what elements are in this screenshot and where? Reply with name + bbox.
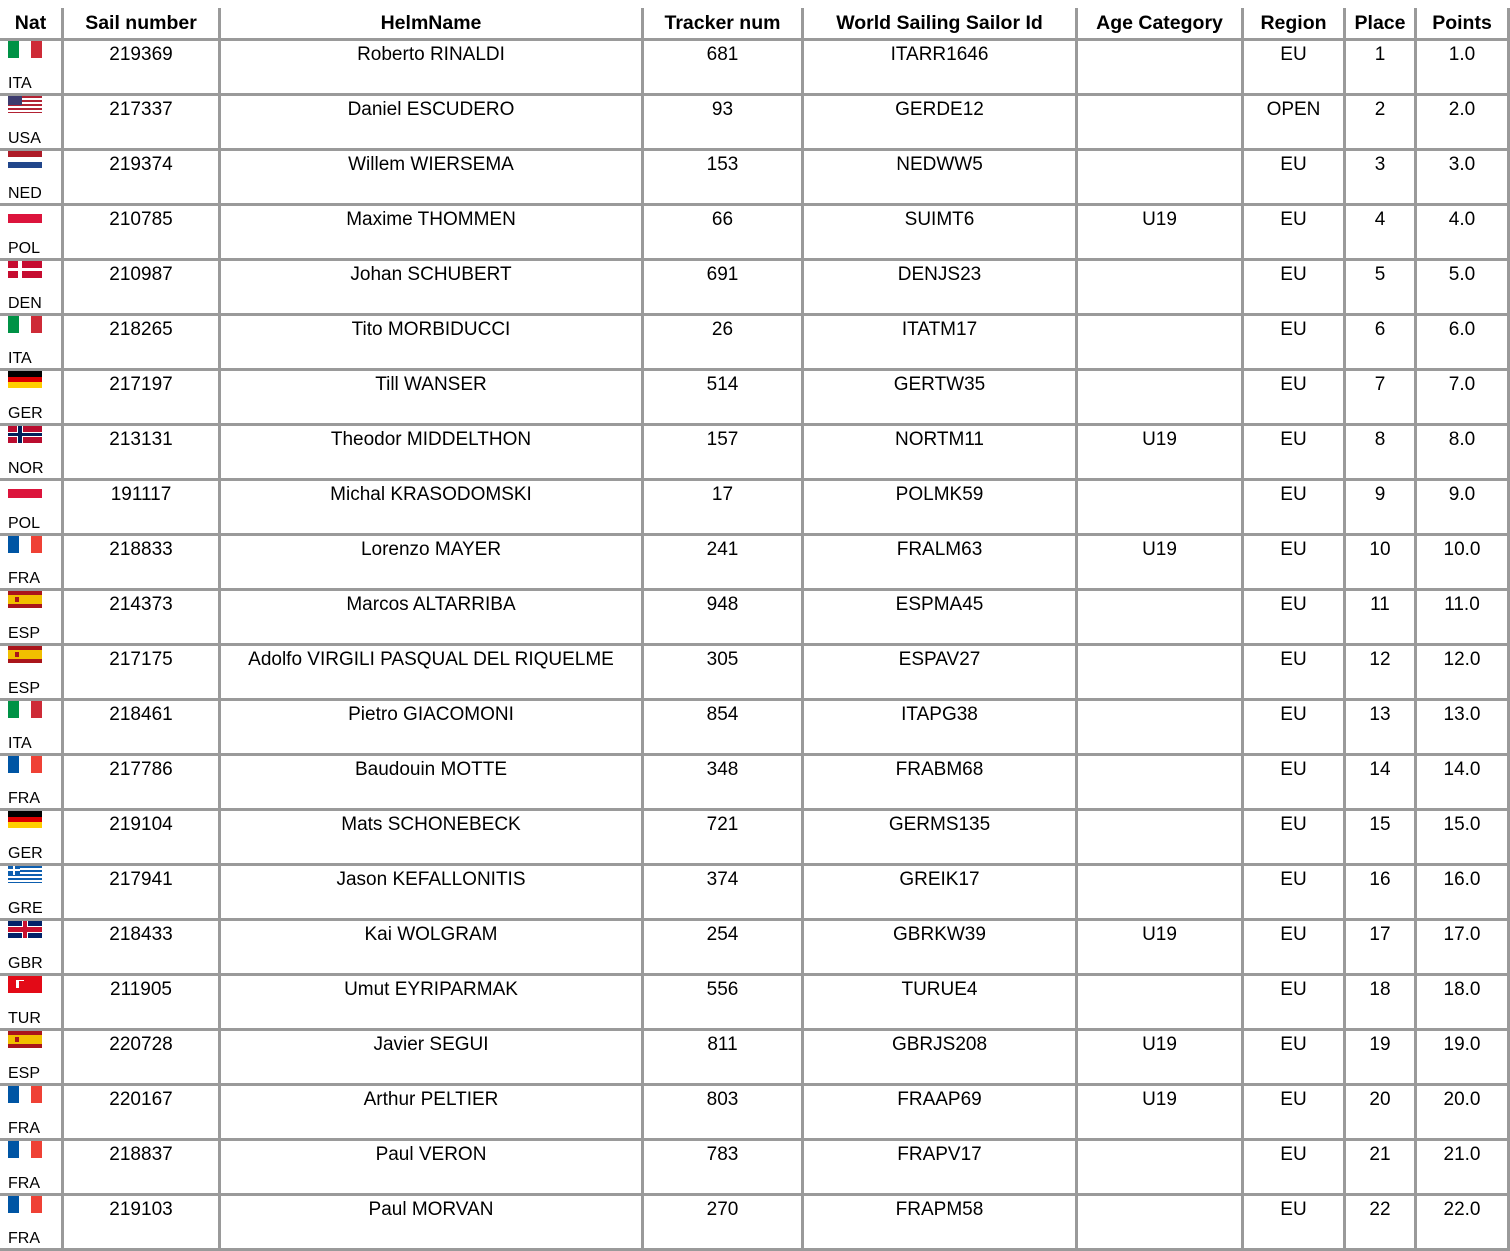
norway-flag-icon <box>8 426 42 443</box>
sail-number-cell: 218833 <box>64 536 221 591</box>
nat-cell <box>0 866 64 921</box>
points-cell: 21.0 <box>1417 1141 1510 1196</box>
age-category-cell: U19 <box>1078 1031 1244 1086</box>
place-cell: 14 <box>1346 756 1417 811</box>
place-cell: 18 <box>1346 976 1417 1031</box>
tracker-num-cell: 270 <box>644 1196 804 1251</box>
sail-number-cell: 210987 <box>64 261 221 316</box>
france-flag-icon <box>8 756 42 773</box>
nat-cell <box>0 811 64 866</box>
sailor-id-cell: TURUE4 <box>804 976 1078 1031</box>
nat-code: FRA <box>8 1230 40 1247</box>
place-cell: 3 <box>1346 151 1417 206</box>
table-row <box>0 976 1510 1031</box>
nat-code: FRA <box>8 790 40 807</box>
france-flag-icon <box>8 1086 42 1103</box>
place-cell: 17 <box>1346 921 1417 976</box>
region-cell: EU <box>1244 1086 1346 1141</box>
place-cell: 12 <box>1346 646 1417 701</box>
place-cell: 2 <box>1346 96 1417 151</box>
sailor-id-cell: POLMK59 <box>804 481 1078 536</box>
sailor-id-cell: ITAPG38 <box>804 701 1078 756</box>
nat-cell <box>0 426 64 481</box>
header-age-category[interactable]: Age Category <box>1078 8 1244 41</box>
sailor-id-cell: FRAAP69 <box>804 1086 1078 1141</box>
points-cell: 18.0 <box>1417 976 1510 1031</box>
sailor-id-cell: GERMS135 <box>804 811 1078 866</box>
italy-flag-icon <box>8 41 42 58</box>
points-cell: 13.0 <box>1417 701 1510 756</box>
age-category-cell <box>1078 151 1244 206</box>
nat-code: GRE <box>8 900 43 917</box>
sailor-id-cell: SUIMT6 <box>804 206 1078 261</box>
age-category-cell: U19 <box>1078 426 1244 481</box>
sailor-id-cell: FRAPV17 <box>804 1141 1078 1196</box>
region-cell: EU <box>1244 536 1346 591</box>
place-cell: 19 <box>1346 1031 1417 1086</box>
helm-name-cell: Adolfo VIRGILI PASQUAL DEL RIQUELME <box>221 646 644 701</box>
place-cell: 21 <box>1346 1141 1417 1196</box>
nat-code: USA <box>8 130 41 147</box>
header-nat[interactable]: Nat <box>0 8 64 41</box>
sail-number-cell: 219103 <box>64 1196 221 1251</box>
nat-code: POL <box>8 515 41 532</box>
nat-code: ITA <box>8 350 32 367</box>
tracker-num-cell: 803 <box>644 1086 804 1141</box>
header-sail-number[interactable]: Sail number <box>64 8 221 41</box>
nat-code: ESP <box>8 625 41 642</box>
points-cell: 1.0 <box>1417 41 1510 96</box>
helm-name-cell: Umut EYRIPARMAK <box>221 976 644 1031</box>
region-cell: EU <box>1244 921 1346 976</box>
sailor-id-cell: FRABM68 <box>804 756 1078 811</box>
helm-name-cell: Paul MORVAN <box>221 1196 644 1251</box>
tracker-num-cell: 374 <box>644 866 804 921</box>
tracker-num-cell: 241 <box>644 536 804 591</box>
sail-number-cell: 213131 <box>64 426 221 481</box>
points-cell: 19.0 <box>1417 1031 1510 1086</box>
sail-number-cell: 219374 <box>64 151 221 206</box>
points-cell: 5.0 <box>1417 261 1510 316</box>
age-category-cell <box>1078 1141 1244 1196</box>
age-category-cell <box>1078 976 1244 1031</box>
france-flag-icon <box>8 536 42 553</box>
nat-code: TUR <box>8 1010 41 1027</box>
sail-number-cell: 217786 <box>64 756 221 811</box>
points-cell: 8.0 <box>1417 426 1510 481</box>
sail-number-cell: 217337 <box>64 96 221 151</box>
nat-cell <box>0 151 64 206</box>
place-cell: 11 <box>1346 591 1417 646</box>
header-world-sailing-id[interactable]: World Sailing Sailor Id <box>804 8 1078 41</box>
table-row <box>0 426 1510 481</box>
nat-code: FRA <box>8 1175 40 1192</box>
sailor-id-cell: ITARR1646 <box>804 41 1078 96</box>
header-tracker-num[interactable]: Tracker num <box>644 8 804 41</box>
points-cell: 9.0 <box>1417 481 1510 536</box>
helm-name-cell: Till WANSER <box>221 371 644 426</box>
helm-name-cell: Lorenzo MAYER <box>221 536 644 591</box>
tracker-num-cell: 854 <box>644 701 804 756</box>
table-row <box>0 701 1510 756</box>
nat-cell <box>0 1031 64 1086</box>
region-cell: EU <box>1244 811 1346 866</box>
nat-cell <box>0 1086 64 1141</box>
sail-number-cell: 211905 <box>64 976 221 1031</box>
nat-cell <box>0 371 64 426</box>
tracker-num-cell: 66 <box>644 206 804 261</box>
place-cell: 15 <box>1346 811 1417 866</box>
nat-code: POL <box>8 240 41 257</box>
region-cell: EU <box>1244 316 1346 371</box>
points-cell: 20.0 <box>1417 1086 1510 1141</box>
region-cell: EU <box>1244 481 1346 536</box>
table-row <box>0 371 1510 426</box>
nat-cell <box>0 701 64 756</box>
greece-flag-icon <box>8 866 42 883</box>
points-cell: 12.0 <box>1417 646 1510 701</box>
nat-cell <box>0 206 64 261</box>
helm-name-cell: Roberto RINALDI <box>221 41 644 96</box>
france-flag-icon <box>8 1141 42 1158</box>
place-cell: 5 <box>1346 261 1417 316</box>
nat-cell <box>0 41 64 96</box>
helm-name-cell: Theodor MIDDELTHON <box>221 426 644 481</box>
header-region[interactable]: Region <box>1244 8 1346 41</box>
helm-name-cell: Arthur PELTIER <box>221 1086 644 1141</box>
age-category-cell: U19 <box>1078 206 1244 261</box>
nat-cell <box>0 756 64 811</box>
sailor-id-cell: DENJS23 <box>804 261 1078 316</box>
germany-flag-icon <box>8 811 42 828</box>
table-row <box>0 481 1510 536</box>
tracker-num-cell: 153 <box>644 151 804 206</box>
table-row <box>0 206 1510 261</box>
table-row <box>0 811 1510 866</box>
nat-cell <box>0 591 64 646</box>
table-row <box>0 866 1510 921</box>
age-category-cell <box>1078 316 1244 371</box>
region-cell: EU <box>1244 151 1346 206</box>
age-category-cell: U19 <box>1078 1086 1244 1141</box>
points-cell: 11.0 <box>1417 591 1510 646</box>
region-cell: EU <box>1244 591 1346 646</box>
age-category-cell <box>1078 811 1244 866</box>
place-cell: 7 <box>1346 371 1417 426</box>
poland-flag-icon <box>8 206 42 223</box>
tracker-num-cell: 157 <box>644 426 804 481</box>
age-category-cell: U19 <box>1078 921 1244 976</box>
sailor-id-cell: FRAPM58 <box>804 1196 1078 1251</box>
tracker-num-cell: 93 <box>644 96 804 151</box>
place-cell: 6 <box>1346 316 1417 371</box>
sailor-id-cell: GREIK17 <box>804 866 1078 921</box>
age-category-cell <box>1078 701 1244 756</box>
nat-cell <box>0 96 64 151</box>
helm-name-cell: Baudouin MOTTE <box>221 756 644 811</box>
points-cell: 10.0 <box>1417 536 1510 591</box>
place-cell: 16 <box>1346 866 1417 921</box>
sailor-id-cell: NEDWW5 <box>804 151 1078 206</box>
points-cell: 7.0 <box>1417 371 1510 426</box>
place-cell: 13 <box>1346 701 1417 756</box>
points-cell: 15.0 <box>1417 811 1510 866</box>
nat-code: ITA <box>8 75 32 92</box>
sailor-id-cell: GERDE12 <box>804 96 1078 151</box>
table-row <box>0 261 1510 316</box>
sailor-id-cell: NORTM11 <box>804 426 1078 481</box>
france-flag-icon <box>8 1196 42 1213</box>
sailor-id-cell: FRALM63 <box>804 536 1078 591</box>
place-cell: 1 <box>1346 41 1417 96</box>
sail-number-cell: 217197 <box>64 371 221 426</box>
helm-name-cell: Kai WOLGRAM <box>221 921 644 976</box>
header-row <box>0 8 1510 41</box>
poland-flag-icon <box>8 481 42 498</box>
region-cell: EU <box>1244 1141 1346 1196</box>
sail-number-cell: 219104 <box>64 811 221 866</box>
table-row <box>0 921 1510 976</box>
italy-flag-icon <box>8 316 42 333</box>
sail-number-cell: 218433 <box>64 921 221 976</box>
sail-number-cell: 214373 <box>64 591 221 646</box>
table-row <box>0 41 1510 96</box>
spain-flag-icon <box>8 646 42 663</box>
nat-cell <box>0 646 64 701</box>
points-cell: 2.0 <box>1417 96 1510 151</box>
points-cell: 22.0 <box>1417 1196 1510 1251</box>
table-row <box>0 756 1510 811</box>
helm-name-cell: Javier SEGUI <box>221 1031 644 1086</box>
table-row <box>0 1141 1510 1196</box>
helm-name-cell: Maxime THOMMEN <box>221 206 644 261</box>
tracker-num-cell: 948 <box>644 591 804 646</box>
sailor-id-cell: GBRKW39 <box>804 921 1078 976</box>
tracker-num-cell: 17 <box>644 481 804 536</box>
age-category-cell <box>1078 866 1244 921</box>
nat-code: ITA <box>8 735 32 752</box>
sail-number-cell: 220728 <box>64 1031 221 1086</box>
points-cell: 3.0 <box>1417 151 1510 206</box>
nat-cell <box>0 481 64 536</box>
sail-number-cell: 218265 <box>64 316 221 371</box>
table-row <box>0 96 1510 151</box>
age-category-cell <box>1078 1196 1244 1251</box>
sail-number-cell: 220167 <box>64 1086 221 1141</box>
helm-name-cell: Paul VERON <box>221 1141 644 1196</box>
tracker-num-cell: 811 <box>644 1031 804 1086</box>
sailor-id-cell: GERTW35 <box>804 371 1078 426</box>
region-cell: EU <box>1244 206 1346 261</box>
helm-name-cell: Michal KRASODOMSKI <box>221 481 644 536</box>
table-row <box>0 1031 1510 1086</box>
age-category-cell <box>1078 261 1244 316</box>
region-cell: EU <box>1244 41 1346 96</box>
place-cell: 20 <box>1346 1086 1417 1141</box>
nat-cell <box>0 1196 64 1251</box>
sail-number-cell: 217175 <box>64 646 221 701</box>
age-category-cell <box>1078 371 1244 426</box>
region-cell: EU <box>1244 261 1346 316</box>
sailor-id-cell: ITATM17 <box>804 316 1078 371</box>
helm-name-cell: Pietro GIACOMONI <box>221 701 644 756</box>
age-category-cell: U19 <box>1078 536 1244 591</box>
nat-code: DEN <box>8 295 42 312</box>
sail-number-cell: 210785 <box>64 206 221 261</box>
points-cell: 17.0 <box>1417 921 1510 976</box>
region-cell: EU <box>1244 1031 1346 1086</box>
denmark-flag-icon <box>8 261 42 278</box>
nat-code: ESP <box>8 680 41 697</box>
region-cell: EU <box>1244 976 1346 1031</box>
age-category-cell <box>1078 756 1244 811</box>
sailor-id-cell: ESPAV27 <box>804 646 1078 701</box>
tracker-num-cell: 783 <box>644 1141 804 1196</box>
tracker-num-cell: 681 <box>644 41 804 96</box>
age-category-cell <box>1078 41 1244 96</box>
helm-name-cell: Marcos ALTARRIBA <box>221 591 644 646</box>
table-row <box>0 316 1510 371</box>
region-cell: EU <box>1244 371 1346 426</box>
tracker-num-cell: 514 <box>644 371 804 426</box>
place-cell: 22 <box>1346 1196 1417 1251</box>
region-cell: EU <box>1244 426 1346 481</box>
nat-cell <box>0 921 64 976</box>
sailor-id-cell: GBRJS208 <box>804 1031 1078 1086</box>
nat-code: FRA <box>8 570 40 587</box>
table-row <box>0 1196 1510 1251</box>
sail-number-cell: 218461 <box>64 701 221 756</box>
sail-number-cell: 219369 <box>64 41 221 96</box>
tracker-num-cell: 556 <box>644 976 804 1031</box>
table-row <box>0 591 1510 646</box>
nat-cell <box>0 976 64 1031</box>
table-row <box>0 151 1510 206</box>
helm-name-cell: Mats SCHONEBECK <box>221 811 644 866</box>
region-cell: OPEN <box>1244 96 1346 151</box>
points-cell: 4.0 <box>1417 206 1510 261</box>
sail-number-cell: 217941 <box>64 866 221 921</box>
helm-name-cell: Johan SCHUBERT <box>221 261 644 316</box>
tracker-num-cell: 254 <box>644 921 804 976</box>
germany-flag-icon <box>8 371 42 388</box>
nat-code: NED <box>8 185 42 202</box>
age-category-cell <box>1078 96 1244 151</box>
header-points[interactable]: Points <box>1417 8 1510 41</box>
nat-code: NOR <box>8 460 44 477</box>
place-cell: 4 <box>1346 206 1417 261</box>
nat-cell <box>0 261 64 316</box>
sail-number-cell: 191117 <box>64 481 221 536</box>
usa-flag-icon <box>8 96 42 113</box>
nat-cell <box>0 536 64 591</box>
table-row <box>0 646 1510 701</box>
region-cell: EU <box>1244 756 1346 811</box>
tracker-num-cell: 721 <box>644 811 804 866</box>
spain-flag-icon <box>8 1031 42 1048</box>
tracker-num-cell: 691 <box>644 261 804 316</box>
nat-cell <box>0 316 64 371</box>
helm-name-cell: Tito MORBIDUCCI <box>221 316 644 371</box>
points-cell: 14.0 <box>1417 756 1510 811</box>
uk-flag-icon <box>8 921 42 938</box>
age-category-cell <box>1078 646 1244 701</box>
spain-flag-icon <box>8 591 42 608</box>
helm-name-cell: Willem WIERSEMA <box>221 151 644 206</box>
header-helm-name[interactable]: HelmName <box>221 8 644 41</box>
italy-flag-icon <box>8 701 42 718</box>
nat-code: FRA <box>8 1120 40 1137</box>
sailor-id-cell: ESPMA45 <box>804 591 1078 646</box>
place-cell: 8 <box>1346 426 1417 481</box>
nat-code: GER <box>8 845 43 862</box>
age-category-cell <box>1078 591 1244 646</box>
place-cell: 9 <box>1346 481 1417 536</box>
age-category-cell <box>1078 481 1244 536</box>
table-row <box>0 1086 1510 1141</box>
points-cell: 6.0 <box>1417 316 1510 371</box>
turkey-flag-icon <box>8 976 42 993</box>
nat-cell <box>0 1141 64 1196</box>
table-row <box>0 536 1510 591</box>
points-cell: 16.0 <box>1417 866 1510 921</box>
nat-code: GER <box>8 405 43 422</box>
nat-code: ESP <box>8 1065 41 1082</box>
results-table <box>0 8 1510 1251</box>
tracker-num-cell: 26 <box>644 316 804 371</box>
tracker-num-cell: 305 <box>644 646 804 701</box>
region-cell: EU <box>1244 701 1346 756</box>
helm-name-cell: Jason KEFALLONITIS <box>221 866 644 921</box>
region-cell: EU <box>1244 866 1346 921</box>
netherlands-flag-icon <box>8 151 42 168</box>
region-cell: EU <box>1244 1196 1346 1251</box>
nat-code: GBR <box>8 955 43 972</box>
place-cell: 10 <box>1346 536 1417 591</box>
helm-name-cell: Daniel ESCUDERO <box>221 96 644 151</box>
tracker-num-cell: 348 <box>644 756 804 811</box>
sail-number-cell: 218837 <box>64 1141 221 1196</box>
region-cell: EU <box>1244 646 1346 701</box>
header-place[interactable]: Place <box>1346 8 1417 41</box>
